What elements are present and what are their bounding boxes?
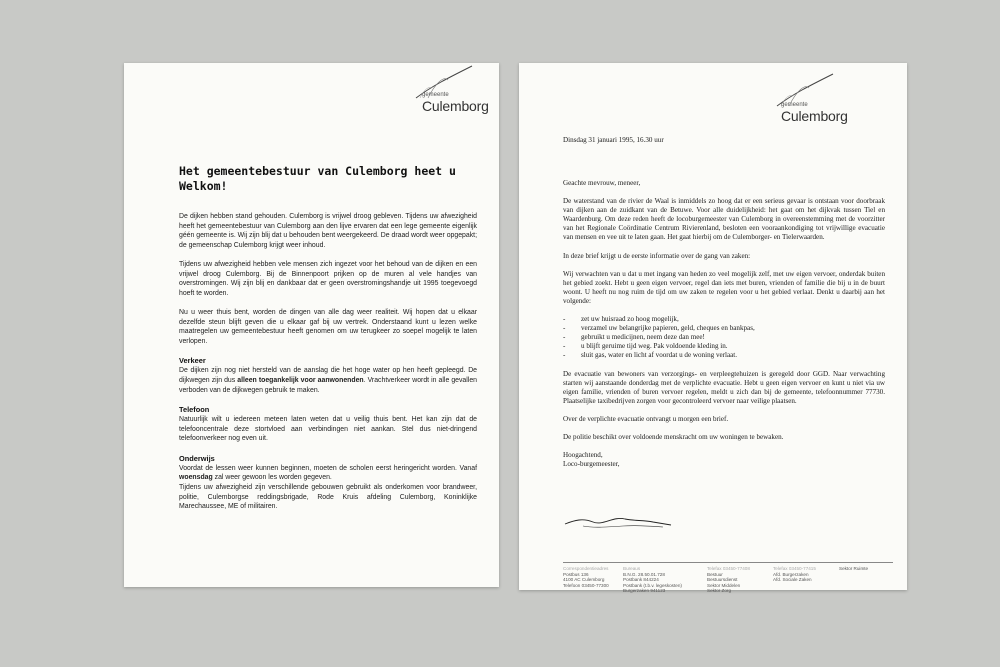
footer-heading: Bureaus bbox=[623, 566, 641, 571]
footer-line: Telefoon 03450-77300 bbox=[563, 582, 609, 588]
list-item-text: sluit gas, water en licht af voordat u de woning verlaat. bbox=[581, 351, 738, 360]
paragraph: De dijken hebben stand gehouden. Culemborg is vrijwel droog gebleven. Tijdens uw afwezigheid heeft het gemeentebestuur van Culemborg aan den lijve ervaren dat een lege gemeente eigenlijk géén gemeente is. Wij zijn blij dat u behouden bent weergekeerd. De draad wordt weer opgepakt; de gemeenschap Culemborg krijgt weer inhoud. bbox=[179, 213, 477, 249]
culemborg-logo bbox=[781, 102, 848, 124]
letter-body bbox=[179, 212, 477, 521]
paragraph: In deze brief krijgt u de eerste informatie over de gang van zaken: bbox=[563, 251, 751, 260]
paragraph: Over de verplichte evacuatie ontvangt u morgen een brief. bbox=[563, 414, 729, 423]
text-run: zal weer gewoon les worden gegeven. bbox=[212, 474, 332, 482]
checklist bbox=[563, 315, 885, 360]
bold-text: woensdag bbox=[179, 474, 213, 482]
closing bbox=[563, 451, 885, 469]
list-item: - gebruikt u medicijnen, neem deze dan mee! bbox=[563, 333, 705, 342]
footer-column bbox=[773, 566, 839, 594]
swoosh-logo-icon bbox=[414, 64, 474, 100]
footer-heading: Telefax 03450-77415 bbox=[773, 566, 816, 571]
footer-line: Bestuur bbox=[707, 571, 723, 577]
closing-line: Hoogachtend, bbox=[563, 451, 603, 460]
footer-line: Postbus 136 bbox=[563, 571, 589, 577]
section-heading: Telefoon bbox=[179, 405, 210, 415]
footer-heading: Correspondentieadres bbox=[563, 566, 609, 571]
text-run: . Vrachtverkeer wordt in alle gevallen verboden van de dijkwegen gebruik te maken. bbox=[179, 376, 477, 394]
letter-body bbox=[563, 179, 885, 469]
footer-column bbox=[707, 566, 773, 594]
paragraph: De waterstand van de rivier de Waal is inmiddels zo hoog dat er een serieus gevaar is ontstaan voor doorbraak van dijken aan de zuidkant van de Betuwe. Voor alle duidelijkheid: het gaat om het dijkvak tussen Tiel en Waardenburg. Om deze reden heeft de locoburgemeester van Culemborg in overeenstemming met de voorzitter van het Regionale Coördinatie Centrum Rivierenland, besloten een vooraankondiging tot vrijwillige evacuatie van mensen en vee uit te laten gaan. Het gaat hierbij om de Culemborger- en Tielerwaarden. bbox=[563, 197, 885, 242]
paragraph: Nu u weer thuis bent, worden de dingen van alle dag weer realiteit. Wij hopen dat u elkaar dezelfde steun blijft geven die u elkaar gaf bij uw vertrek. Onderstaand kunt u lezen welke maatregelen uw gemeentebestuur heeft genomen om uw terugkeer zo soepel mogelijk te laten verlopen. bbox=[179, 308, 477, 345]
text-run: Voordat de lessen weer kunnen beginnen, moeten de scholen eerst heringericht worden. Vanaf bbox=[179, 464, 477, 472]
footer-line: B.N.G. 28.50.01.728 bbox=[623, 571, 665, 577]
list-item: - verzamel uw belangrijke papieren, geld, cheques en bankpas, bbox=[563, 324, 755, 333]
list-item-text: gebruikt u medicijnen, neem deze dan mee! bbox=[581, 333, 705, 342]
footer-line: Sektor Ruimte bbox=[839, 566, 869, 571]
list-item: - zet uw huisraad zo hoog mogelijk, bbox=[563, 315, 679, 324]
section-telefoon bbox=[179, 405, 477, 444]
list-item-text: u blijft geruime tijd weg. Pak voldoende kleding in. bbox=[581, 342, 728, 351]
footer-line: Postbank (t.b.v. legeskosten) bbox=[623, 582, 682, 588]
footer-line: Bestuursdienst bbox=[707, 577, 738, 583]
paragraph bbox=[179, 366, 477, 395]
logo-name: Culemborg bbox=[422, 98, 489, 114]
footer-line: Sektor Middelen bbox=[707, 582, 741, 588]
paragraph: Tijdens uw afwezigheid hebben vele mensen zich ingezet voor het behoud van de dijken en een vrijwel droog Culemborg. Bij de Binnenpoort prijken op de muren al vele handjes van overstromingen. Wij zijn blij en dankbaar dat er geen overstromingshandje uit 1995 toegevoegd hoeft te worden. bbox=[179, 260, 477, 297]
paragraph: Tijdens uw afwezigheid zijn verschillende gebouwen gebruikt als onderkomen voor brandweer, politie, Culemborgse reddingsbrigade, Rode Kruis afdeling Culemborg, Koninklijke Marechaussee, ME of militairen. bbox=[179, 484, 477, 511]
footer-line: Sektor Zorg bbox=[707, 588, 731, 594]
text-run: De dijken zijn nog niet hersteld van de aanslag die het hoge water op hen heeft gepleegd. De dijkwegen zijn dus bbox=[179, 367, 477, 384]
list-item: - u blijft geruime tijd weg. Pak voldoende kleding in. bbox=[563, 342, 728, 351]
culemborg-logo bbox=[422, 92, 489, 114]
welcome-letter-page bbox=[124, 63, 499, 587]
signature-icon bbox=[563, 510, 673, 532]
paragraph bbox=[179, 464, 477, 483]
letter-date: Dinsdag 31 januari 1995, 16.30 uur bbox=[563, 136, 664, 144]
paragraph: De politie beschikt over voldoende menskracht om uw woningen te bewaken. bbox=[563, 432, 784, 441]
footer-column bbox=[839, 566, 879, 594]
swoosh-logo-icon bbox=[775, 72, 835, 108]
footer-line: 4100 AC Culemborg bbox=[563, 577, 605, 583]
section-heading: Verkeer bbox=[179, 356, 206, 366]
bold-text: alleen toegankelijk voor aanwonenden bbox=[237, 376, 364, 384]
logo-name: Culemborg bbox=[781, 108, 848, 124]
paragraph: De evacuatie van bewoners van verzorgings- en verpleegtehuizen is geregeld door GGD. Naar verwachting starten wij aanstaande donderdag met de verplichte evacuatie. Hebt u geen eigen vervoer en kunt u niet via uw eigen familie, vrienden of buren vervoer regelen, meldt u zich dan bij de gemeente, telefoonnummer 77730. Plaatselijke taxibedrijven zorgen voor gecontroleerd vervoer naar veilige plaatsen. bbox=[563, 369, 885, 405]
list-item: - sluit gas, water en licht af voordat u de woning verlaat. bbox=[563, 351, 738, 360]
section-verkeer bbox=[179, 356, 477, 395]
page-title: Het gemeentebestuur van Culemborg heet u Welkom! bbox=[179, 164, 456, 193]
list-item-text: zet uw huisraad zo hoog mogelijk, bbox=[581, 315, 679, 324]
letter-footer bbox=[563, 562, 893, 594]
section-heading: Onderwijs bbox=[179, 453, 215, 463]
evacuation-letter-page bbox=[519, 63, 907, 594]
section-onderwijs bbox=[179, 454, 477, 512]
footer-line: Burgerzaken 941123 bbox=[623, 588, 666, 594]
closing-line: Loco-burgemeester, bbox=[563, 460, 620, 469]
footer-column bbox=[563, 566, 623, 594]
footer-line: Afd. Burgerzaken bbox=[773, 571, 809, 577]
logo-small-text: gemeente bbox=[422, 92, 449, 98]
footer-heading: Telefax 03450-77408 bbox=[707, 566, 750, 571]
footer-line: Postbank 844224 bbox=[623, 577, 659, 583]
greeting: Geachte mevrouw, meneer, bbox=[563, 179, 641, 187]
logo-small-text: gemeente bbox=[781, 102, 808, 108]
footer-column bbox=[623, 566, 707, 594]
footer-line: Afd. Sociale Zaken bbox=[773, 577, 812, 583]
list-item-text: verzamel uw belangrijke papieren, geld, cheques en bankpas, bbox=[581, 324, 755, 333]
paragraph: Natuurlijk wilt u iedereen meteen laten weten dat u veilig thuis bent. Het kan zijn dat de telefooncentrale deze stortvloed aan verbindingen niet aankan. Stel dus niet-dringend telefoonverkeer nog even uit. bbox=[179, 416, 477, 443]
paragraph: Wij verwachten van u dat u met ingang van heden zo veel mogelijk zelf, met uw eigen vervoer, onderdak buiten het gebied zoekt. Hebt u geen eigen vervoer, regel dan iets met buren, vrienden of familie die bij u in de buurt woont. U heeft nu nog ruim de tijd om uw zaken te regelen voor u het gebied verlaat. Denkt u daarbij aan het volgende: bbox=[563, 269, 885, 305]
